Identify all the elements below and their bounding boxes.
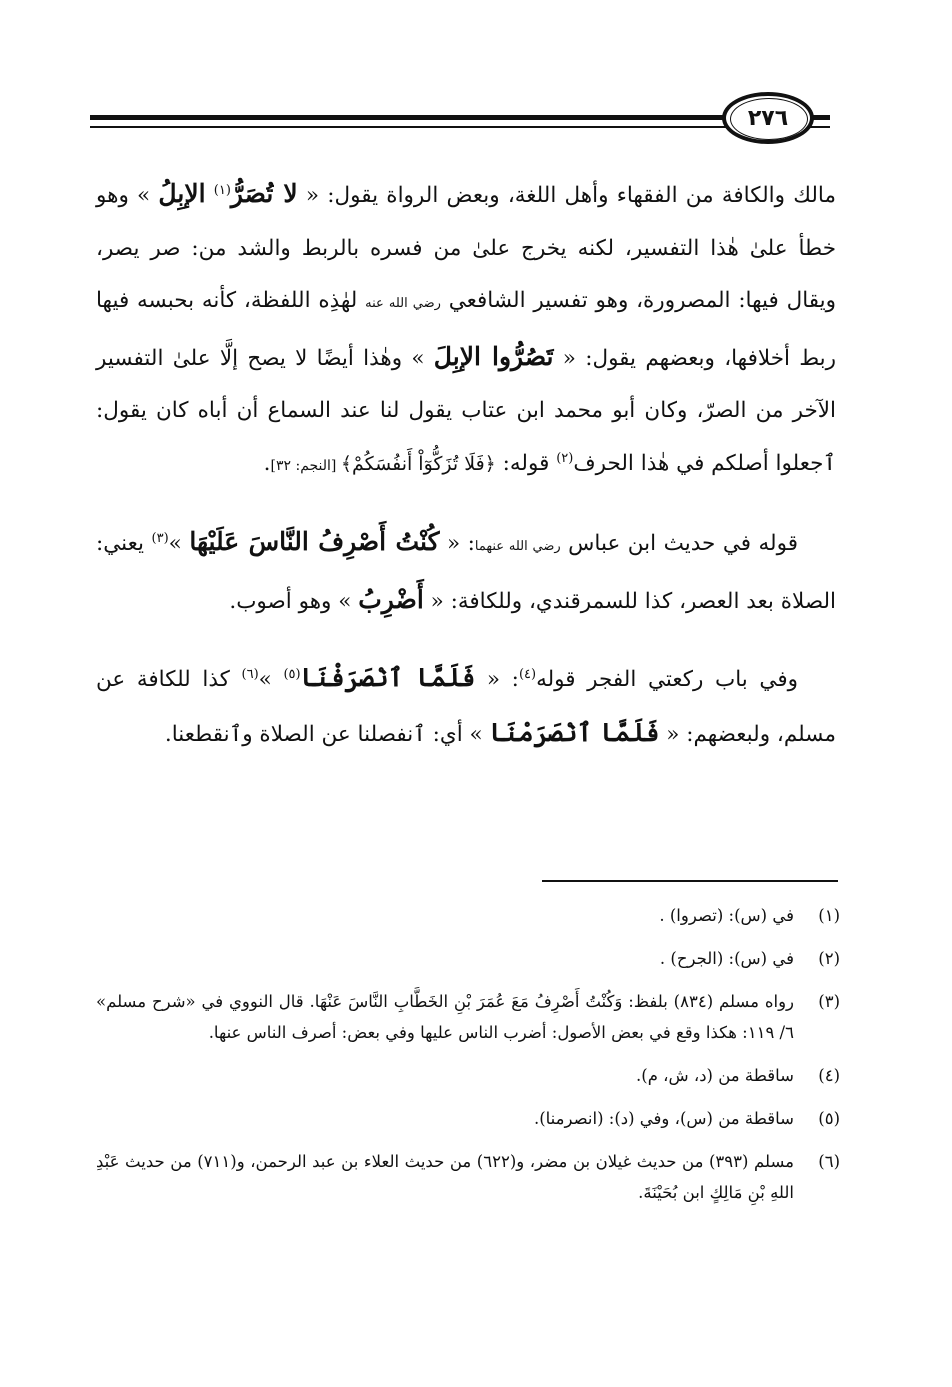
text-run: قوله في حديث ابن عباس — [560, 531, 798, 556]
paragraph-2 — [96, 516, 836, 628]
header-rule-thin — [90, 126, 830, 128]
text-run: . — [263, 450, 271, 476]
footnote-text: ساقطة من (د، ش، م). — [636, 1066, 794, 1085]
text-run: قوله: — [495, 450, 557, 476]
text-run: لهٰذِه اللفظة، كأنه بحبسه فيها ربط أخلافها، وبعضهم يقول: « — [96, 288, 837, 371]
honorific-glyph: رضي الله عنه — [365, 296, 441, 311]
footnote-item — [96, 1146, 840, 1208]
footnote-number: (٢) — [818, 949, 840, 968]
honorific-glyph: رضي الله عنهما — [474, 539, 561, 554]
footnote-item — [96, 1103, 840, 1134]
text-run: مالك والكافة من الفقهاء وأهل اللغة، وبعض الرواة يقول: « — [297, 183, 836, 208]
footnote-ref[interactable]: (١) — [213, 182, 231, 198]
text-run: » وهٰذا أيضًا لا يصح إلَّا علىٰ التفسير الآخر من الصرّ، وكان أبو محمد ابن عتاب يقول لنا عند السماع أن أباه كان يقول: ٱجعلوا أصلكم في هٰذا الحرف — [96, 345, 836, 476]
footnote-item — [96, 943, 840, 974]
footnote-ref[interactable]: (٥) — [283, 666, 301, 682]
text-run: : « — [475, 667, 519, 692]
footnote-item — [96, 900, 840, 931]
footnote-ref[interactable]: (٦) — [241, 666, 259, 682]
footnote-text: في (س): (تصروا) . — [659, 906, 794, 925]
footnote-number: (٣) — [818, 992, 840, 1011]
footnote-separator — [542, 880, 838, 882]
footnote-number: (٥) — [818, 1109, 840, 1128]
text-run: » وهو أصوب. — [229, 588, 359, 614]
footnote-item — [96, 986, 840, 1048]
text-run: » أي: ٱنفصلنا عن الصلاة وٱنقطعنا. — [164, 721, 490, 747]
hadith-phrase: الإبِلُ — [158, 179, 206, 208]
footnote-number: (١) — [818, 906, 840, 925]
header-rule-thick — [90, 115, 830, 120]
verse-reference: [النجم: ٣٢] — [270, 457, 341, 474]
text-run — [206, 183, 214, 208]
footnote-number: (٤) — [818, 1066, 840, 1085]
main-text — [96, 168, 836, 761]
text-run: يعني: الصلاة بعد العصر، كذا للسمرقندي، وللكافة: « — [96, 531, 836, 614]
text-run: : « — [439, 531, 475, 556]
footnote-item — [96, 1060, 840, 1091]
footnotes — [96, 900, 840, 1220]
footnote-text: مسلم (٣٩٣) من حديث غيلان بن مضر، و(٦٢٢) من حديث العلاء بن عبد الرحمن، و(٧١١) من حديث عَبْدِ اللهِ بْنِ مَالِكٍ ابن بُحَيْنَةَ. — [96, 1152, 794, 1202]
footnote-number: (٦) — [818, 1152, 840, 1171]
quran-verse: ﴿فَلَا تُزَكُّوٓاْ أَنفُسَكُمْ﴾ — [340, 452, 496, 475]
footnote-text: رواه مسلم (٨٣٤) بلفظ: وَكُنْتُ أَصْرِفُ مَعَ عُمَرَ بْنِ الخَطَّابِ النَّاسَ عَنْهَا. قال النووي في «شرح مسلم» ٦/ ١١٩: هكذا وقع في بعض الأصول: أضرب الناس عليها وفي بعض: أصرف الناس عنها. — [96, 992, 794, 1042]
text-run: كذا للكافة عن مسلم، ولبعضهم: « — [96, 667, 836, 747]
footnote-ref[interactable]: (٣) — [151, 530, 169, 546]
page-header — [90, 84, 830, 154]
text-run: » — [258, 667, 284, 692]
hadith-phrase: كُنْتُ أَصْرِفُ النَّاسَ عَلَيْهَا — [189, 527, 440, 556]
text-run: » — [168, 531, 190, 556]
hadith-phrase: فَلَمَّا ٱنْصَرَمْنَا — [489, 717, 660, 747]
hadith-phrase: لا تُصَرُّ — [230, 179, 298, 208]
text-run: » وهو خطأ علىٰ هٰذا التفسير، لكنه يخرج علىٰ من فسره بالربط والشد من: صر يصر، ويقال فيها: المصرورة، وهو تفسير الشافعي — [96, 183, 836, 313]
hadith-phrase: تَصُرُّوا الإبِلَ — [433, 341, 554, 371]
paragraph-1 — [96, 168, 836, 492]
footnote-text: ساقطة من (س)، وفي (د): (انصرمنا). — [533, 1109, 794, 1128]
footnote-text: في (س): (الجرح) . — [659, 949, 794, 968]
footnote-ref[interactable]: (٢) — [556, 450, 574, 466]
hadith-phrase: أَضْرِبُ — [358, 584, 424, 614]
hadith-phrase: فَلَمَّا ٱنْصَرَفْنَا — [300, 663, 476, 692]
text-run: وفي باب ركعتي الفجر قوله — [536, 667, 798, 692]
footnote-ref[interactable]: (٤) — [518, 666, 537, 682]
paragraph-3 — [96, 652, 836, 761]
page-number: ٢٧٦ — [747, 105, 789, 131]
